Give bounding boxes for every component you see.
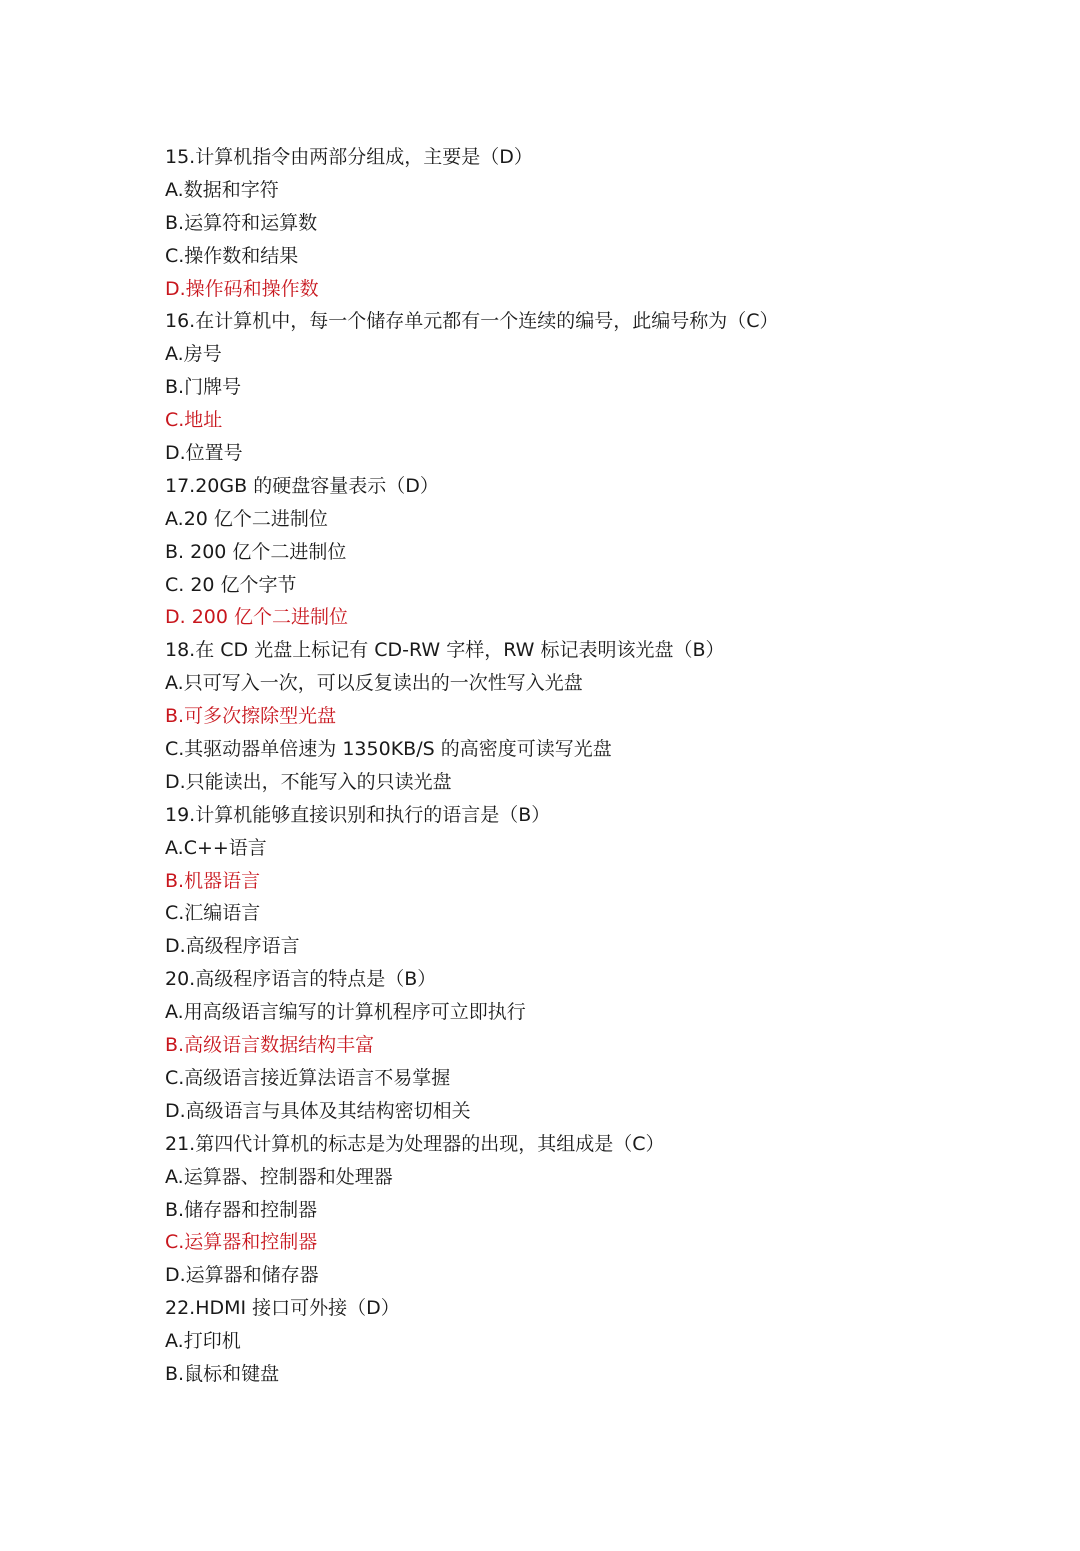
correct-option: B.可多次擦除型光盘 (165, 705, 337, 728)
correct-option: B.高级语言数据结构丰富 (165, 1034, 375, 1057)
option-text: D.高级语言与具体及其结构密切相关 (165, 1099, 471, 1122)
correct-option: C.运算器和控制器 (165, 1231, 318, 1254)
correct-option: C.地址 (165, 409, 223, 432)
option-text: A.数据和字符 (165, 178, 279, 201)
option-text: C.高级语言接近算法语言不易掌握 (165, 1066, 451, 1089)
option-text: D.位置号 (165, 442, 243, 465)
option-text: D.高级程序语言 (165, 935, 300, 958)
question-text: 22.HDMI 接口可外接（D） (165, 1297, 400, 1320)
question-list (165, 141, 1025, 1391)
option-text: B.储存器和控制器 (165, 1198, 318, 1221)
question-text: 17.20GB 的硬盘容量表示（D） (165, 474, 439, 497)
correct-option: D.操作码和操作数 (165, 277, 319, 300)
option-text: A.C++语言 (165, 836, 267, 859)
option-text: B.鼠标和键盘 (165, 1362, 280, 1385)
option-text: A.房号 (165, 343, 222, 366)
option-text: A.用高级语言编写的计算机程序可立即执行 (165, 1001, 526, 1024)
option-text: B.门牌号 (165, 376, 242, 399)
option-text: B. 200 亿个二进制位 (165, 540, 347, 563)
question-text: 18.在 CD 光盘上标记有 CD-RW 字样，RW 标记表明该光盘（B） (165, 639, 725, 662)
option-text: A.运算器、控制器和处理器 (165, 1165, 393, 1188)
option-text: C.其驱动器单倍速为 1350KB/S 的高密度可读写光盘 (165, 738, 612, 761)
option-text: A.20 亿个二进制位 (165, 507, 328, 530)
option-text: A.打印机 (165, 1330, 241, 1353)
question-text: 21.第四代计算机的标志是为处理器的出现，其组成是（C） (165, 1132, 665, 1155)
option-text: A.只可写入一次，可以反复读出的一次性写入光盘 (165, 672, 583, 695)
option-text: B.运算符和运算数 (165, 211, 318, 234)
question-text: 15.计算机指令由两部分组成，主要是（D） (165, 146, 533, 168)
option-text: D.运算器和储存器 (165, 1264, 319, 1287)
correct-option: D. 200 亿个二进制位 (165, 606, 349, 629)
option-text: C. 20 亿个字节 (165, 573, 297, 596)
question-text: 20.高级程序语言的特点是（B） (165, 968, 437, 991)
option-text: C.汇编语言 (165, 902, 261, 925)
option-text: D.只能读出，不能写入的只读光盘 (165, 770, 452, 793)
option-text: C.操作数和结果 (165, 244, 299, 267)
question-text: 16.在计算机中，每一个储存单元都有一个连续的编号，此编号称为（C） (165, 310, 779, 333)
correct-option: B.机器语言 (165, 869, 261, 892)
question-text: 19.计算机能够直接识别和执行的语言是（B） (165, 803, 551, 826)
